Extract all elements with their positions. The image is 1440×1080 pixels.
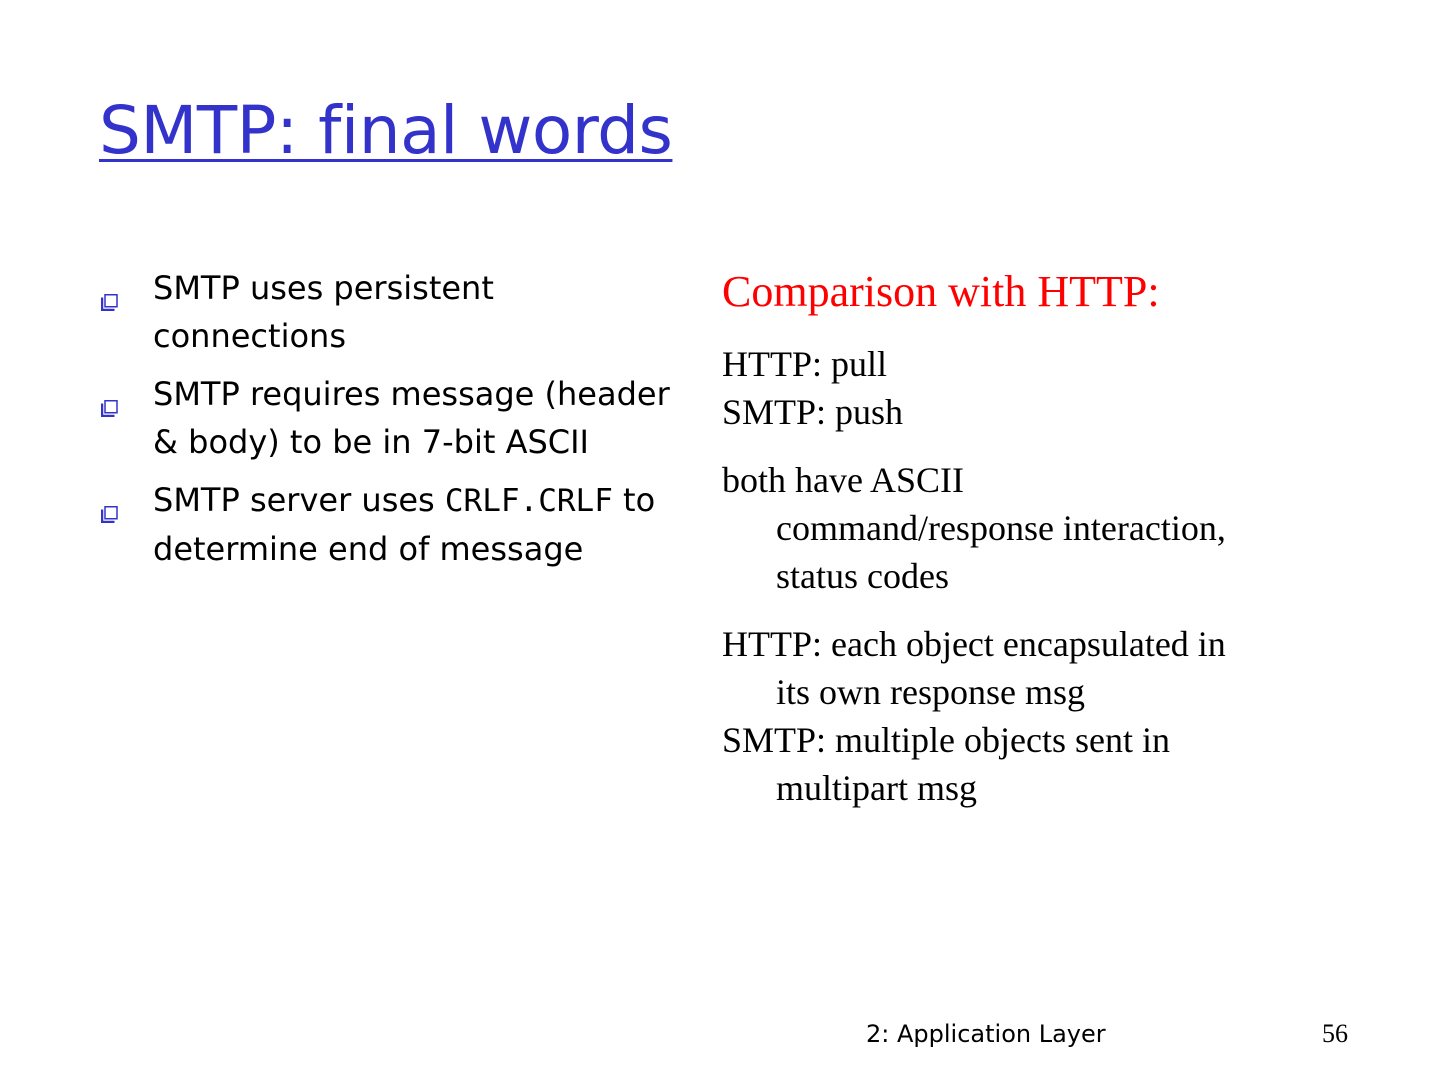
- bullet-text: SMTP requires message (header & body) to be in 7-bit ASCII: [153, 375, 670, 461]
- comparison-heading: Comparison with HTTP:: [722, 267, 1160, 316]
- bullet-text-after: to determine end of message: [153, 481, 656, 568]
- bullet-column: [99, 264, 689, 583]
- http-objects-continuation: its own response msg: [776, 672, 1085, 712]
- ascii-block: [722, 456, 1362, 600]
- bullet-text: SMTP uses persistent connections: [153, 269, 494, 355]
- page-number: 56: [1322, 1019, 1348, 1048]
- smtp-objects-line: SMTP: multiple objects sent in: [722, 720, 1170, 760]
- bullet-item-persistent: [99, 264, 689, 360]
- hollow-square-bullet-icon: [101, 382, 118, 399]
- bullet-text-before: SMTP server uses: [153, 481, 445, 519]
- hollow-square-bullet-icon: [101, 488, 118, 505]
- bullet-item-ascii: [99, 370, 689, 466]
- ascii-line: both have ASCII: [722, 460, 964, 500]
- hollow-square-bullet-icon: [101, 276, 118, 293]
- smtp-objects-continuation: multipart msg: [776, 768, 977, 808]
- pull-push-block: [722, 340, 1362, 436]
- ascii-continuation-1: command/response interaction,: [776, 508, 1226, 548]
- bullet-list: [99, 264, 689, 573]
- http-pull-line: HTTP: pull: [722, 344, 888, 384]
- comparison-column: [722, 266, 1362, 832]
- smtp-push-line: SMTP: push: [722, 392, 904, 432]
- bullet-item-crlf: [99, 476, 689, 573]
- slide-title: SMTP: final words: [99, 92, 673, 169]
- footer-chapter-label: 2: Application Layer: [866, 1020, 1106, 1048]
- http-objects-line: HTTP: each object encapsulated in: [722, 624, 1226, 664]
- ascii-continuation-2: status codes: [776, 556, 949, 596]
- code-crlf: CRLF.CRLF: [444, 483, 613, 519]
- objects-block: [722, 620, 1362, 812]
